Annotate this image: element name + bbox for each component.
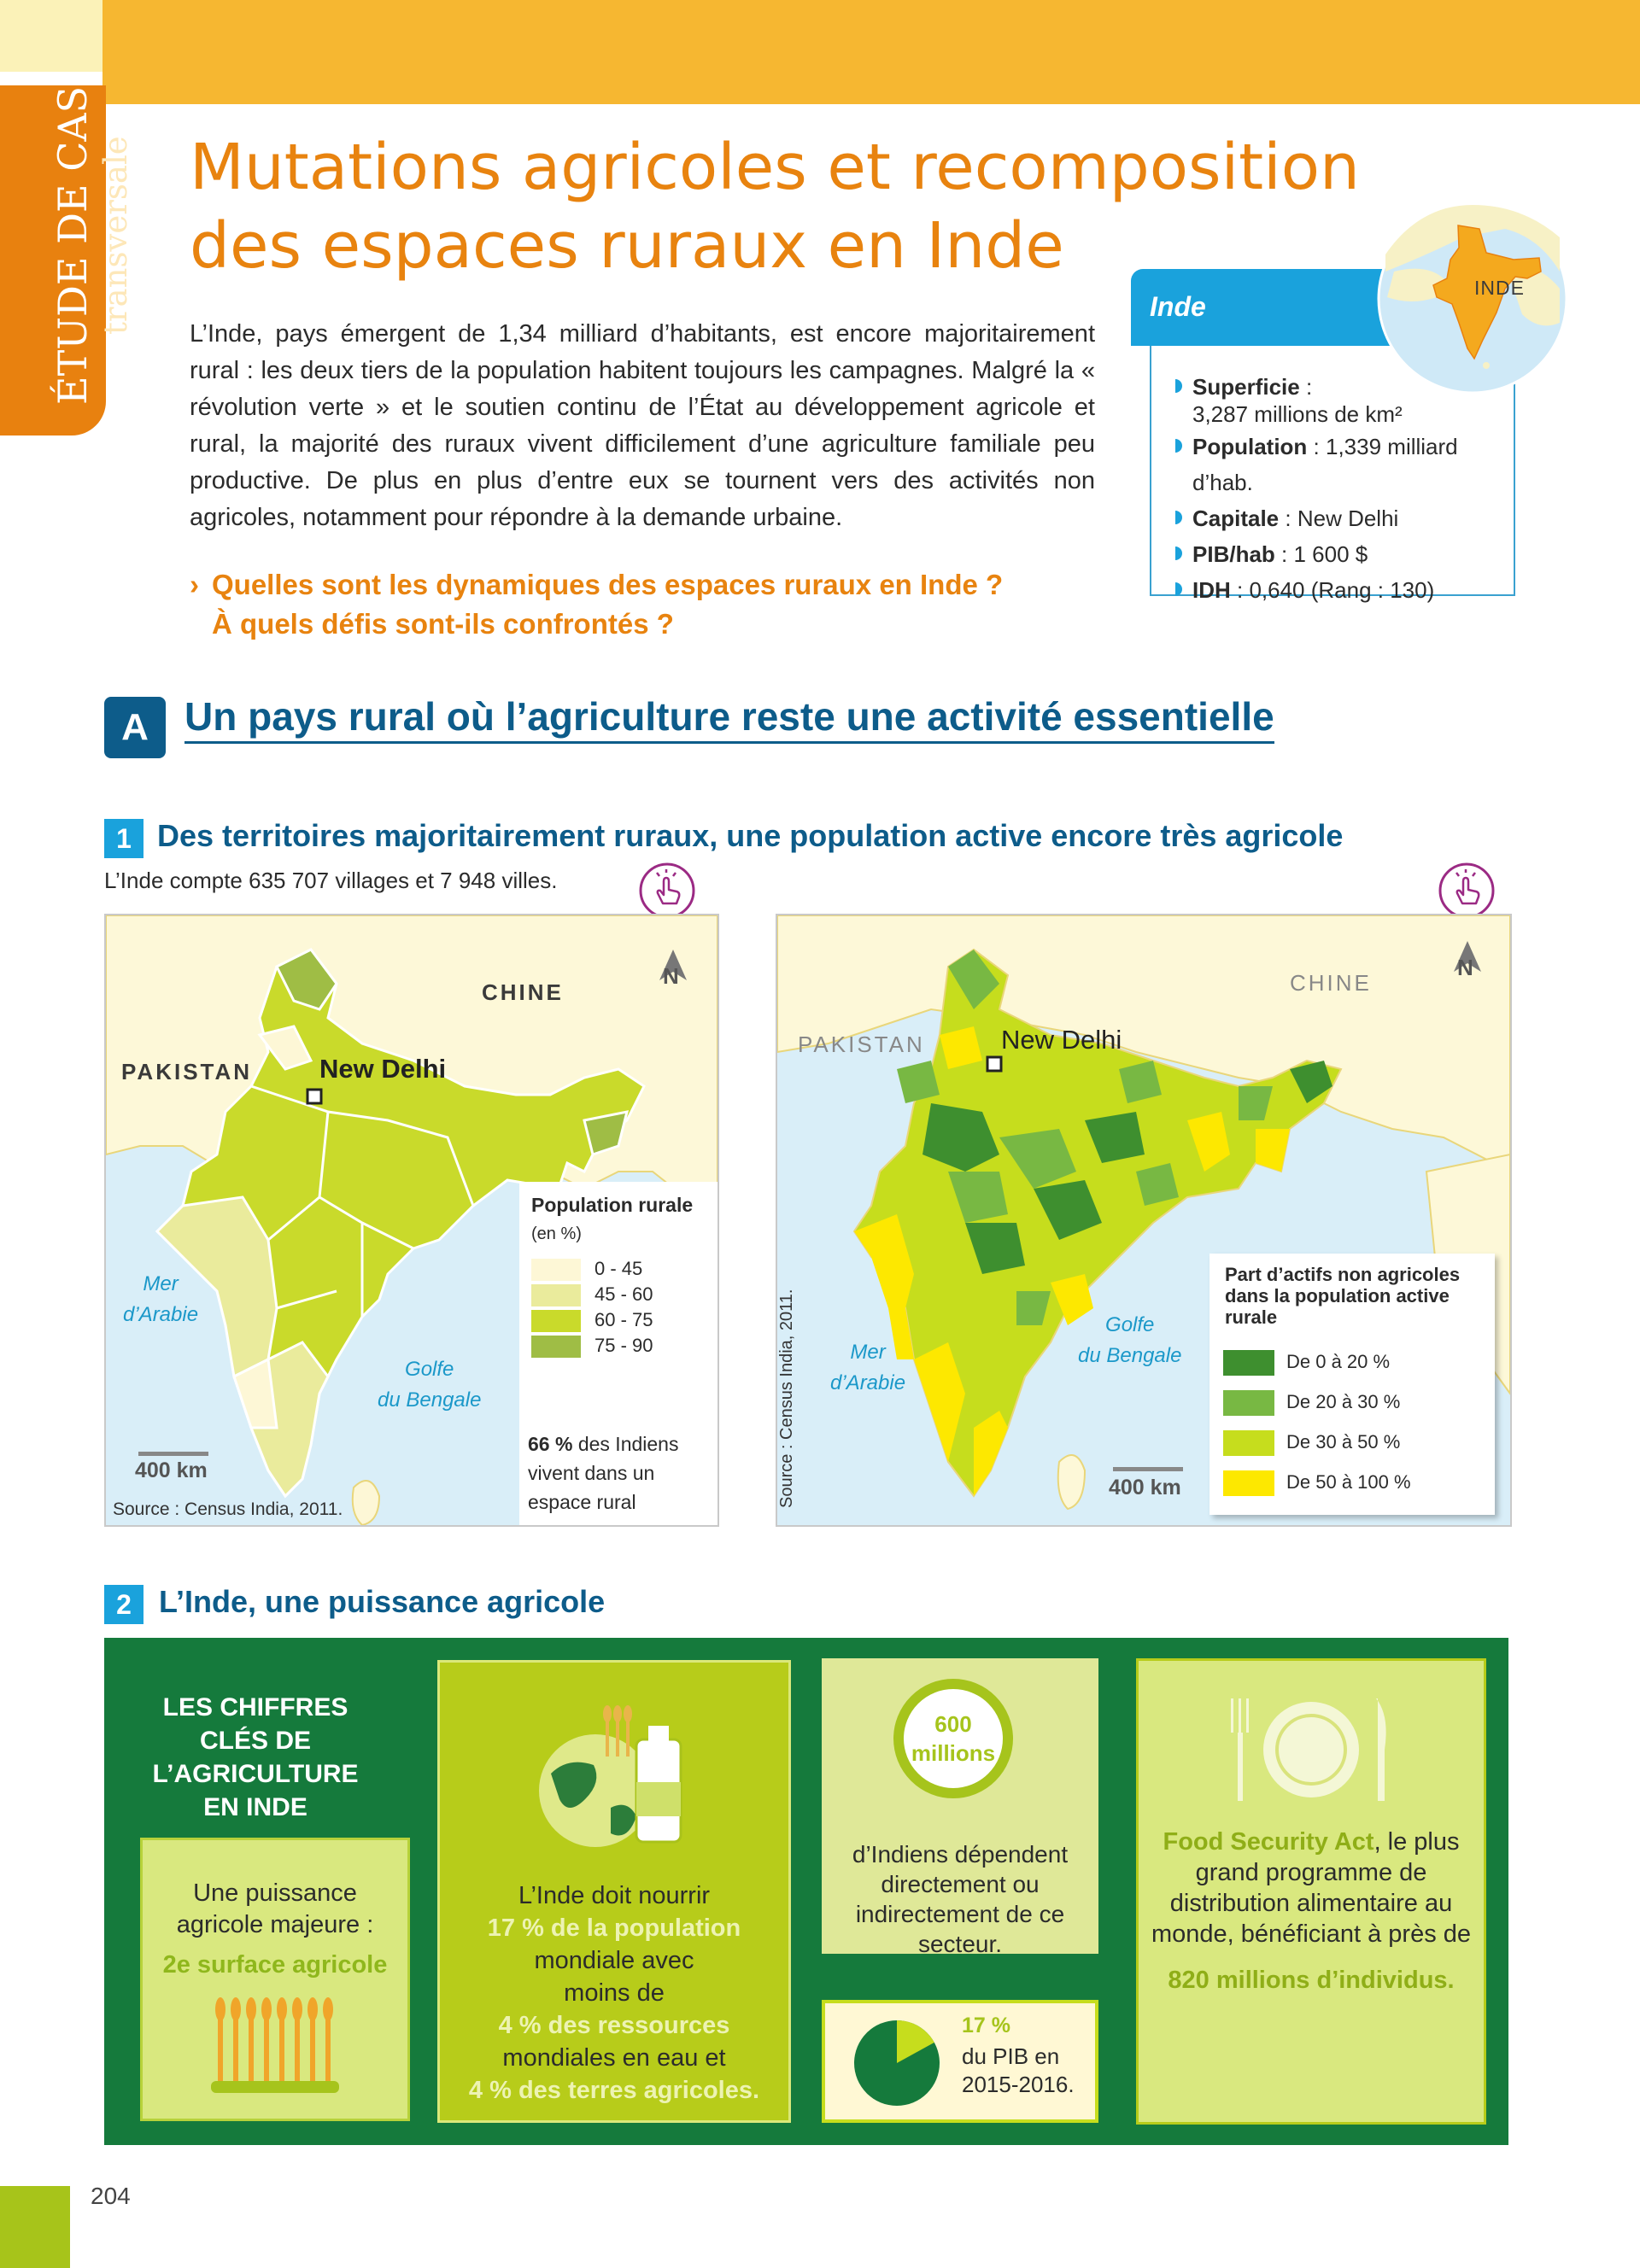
- legend-swatch: [531, 1284, 581, 1306]
- map2-source: Source : Census India, 2011.: [777, 1289, 796, 1508]
- key-figures-title: LES CHIFFRES CLÉS DE L’AGRICULTURE EN INDE: [152, 1693, 359, 1821]
- legend-swatch: [1223, 1470, 1274, 1496]
- map2-sea-label: Mer d’Arabie: [830, 1341, 906, 1394]
- map1-legend: [519, 1182, 718, 1525]
- question-2: À quels défis sont-ils confrontés ?: [212, 608, 674, 640]
- top-corner-band: [0, 0, 102, 72]
- fact-value: New Delhi: [1297, 506, 1399, 531]
- doc1-title: Des territoires majoritairement ruraux, une population active encore très agricole: [157, 818, 1344, 853]
- card-feeding-population: [437, 1660, 791, 2123]
- fact-label: Population: [1192, 434, 1308, 459]
- legend-swatch: [1223, 1390, 1274, 1416]
- fact-label: Capitale: [1192, 506, 1280, 531]
- globe-water-wheat-icon: [534, 1705, 696, 1850]
- card2-line1: L’Inde doit nourrir: [518, 1882, 711, 1909]
- key-figures-panel: [104, 1638, 1508, 2145]
- legend-swatch: [531, 1310, 581, 1332]
- legend-label: 75 - 90: [594, 1335, 653, 1356]
- map2-china-label: CHINE: [1290, 970, 1372, 996]
- question-1: Quelles sont les dynamiques des espaces ruraux en Inde ?: [212, 569, 1004, 600]
- legend-row: [1223, 1388, 1400, 1417]
- country-info-title: Inde: [1150, 291, 1206, 322]
- globe-locator: [1377, 203, 1568, 395]
- legend-label: 60 - 75: [594, 1309, 653, 1330]
- legend-label: De 0 à 20 %: [1286, 1351, 1391, 1372]
- interactive-hand-icon[interactable]: [1438, 862, 1495, 919]
- legend-swatch: [531, 1336, 581, 1358]
- card5-hl2: 820 millions d’individus.: [1168, 1967, 1455, 1994]
- legend-swatch: [1223, 1350, 1274, 1376]
- legend-label: De 50 à 100 %: [1286, 1471, 1411, 1493]
- fact-idh: IDH : 0,640 (Rang : 130): [1175, 572, 1517, 608]
- map2-scale-label: 400 km: [1109, 1476, 1181, 1499]
- country-facts-list: [1175, 369, 1517, 608]
- legend-stat: [528, 1429, 712, 1517]
- legend-row: [1223, 1468, 1411, 1497]
- legend-row: [531, 1308, 653, 1332]
- globe-label: INDE: [1474, 277, 1525, 299]
- legend-label: De 30 à 50 %: [1286, 1431, 1401, 1453]
- map2-pakistan-label: PAKISTAN: [798, 1032, 925, 1057]
- map1-city-label: New Delhi: [319, 1054, 447, 1084]
- north-icon: N: [663, 963, 679, 989]
- tab-text-anchor: [0, 0, 134, 405]
- card5-text: [1151, 1827, 1472, 1996]
- legend-label: 0 - 45: [594, 1258, 643, 1279]
- fact-pib: PIB/hab : 1 600 $: [1175, 536, 1517, 572]
- legend-title: Population rurale: [531, 1194, 694, 1216]
- legend-stat-text: des Indiens vivent dans un espace rural: [528, 1433, 679, 1513]
- doc2-title: L’Inde, une puissance agricole: [159, 1584, 606, 1619]
- top-color-band: [102, 0, 1640, 104]
- fact-label: PIB/hab: [1192, 541, 1275, 567]
- globe-icon: [1377, 203, 1568, 395]
- card-agricultural-power: [140, 1838, 410, 2121]
- card5-line2: , le plus grand programme de distribution alimentaire au monde, bénéficiant à près de: [1151, 1828, 1472, 1948]
- section-title: Un pays rural où l’agriculture reste une activité essentielle: [184, 693, 1274, 744]
- title-line-2: des espaces ruraux en Inde: [190, 209, 1064, 283]
- card-600-millions: [822, 1658, 1098, 1957]
- card-food-security: [1136, 1658, 1486, 2125]
- wheat-field-icon: [211, 1996, 339, 2098]
- fact-superficie-value: 3,287 millions de km²: [1192, 401, 1403, 427]
- interactive-hand-icon[interactable]: [639, 862, 695, 919]
- rural-population-map: [104, 914, 719, 1527]
- fact-superficie: Superficie :: [1175, 369, 1517, 405]
- legend-row: [531, 1257, 642, 1281]
- legend-row: [531, 1283, 653, 1306]
- card-gdp-share: [822, 2000, 1098, 2123]
- fact-label: Superficie: [1192, 374, 1300, 400]
- fact-population: Population : 1,339 milliard d’hab.: [1175, 429, 1517, 500]
- card2-hl3: 4 % des terres agricoles.: [468, 2077, 760, 2104]
- doc1-badge: 1: [104, 819, 144, 858]
- guiding-questions: [190, 565, 1044, 644]
- page-number: 204: [91, 2183, 131, 2209]
- doc2-badge: 2: [104, 1585, 144, 1624]
- map1-china-label: CHINE: [482, 979, 564, 1005]
- gdp-pie-chart: [854, 2020, 940, 2106]
- north-icon: N: [1457, 955, 1473, 980]
- non-agricultural-workers-map: [776, 914, 1512, 1527]
- card2-hl2: 4 % des ressources: [498, 2012, 730, 2039]
- card4-pct: 17 %: [962, 2014, 1010, 2037]
- legend-title: Part d’actifs non agricoles dans la population active rurale: [1225, 1264, 1461, 1328]
- fact-value: 1,339 milliard d’hab.: [1192, 434, 1458, 495]
- title-line-1: Mutations agricoles et recomposition: [190, 131, 1360, 204]
- fact-value: 0,640 (Rang : 130): [1249, 577, 1435, 603]
- map1-sea-label: Mer d’Arabie: [123, 1272, 199, 1326]
- map1-gulf-label: Golfe du Bengale: [378, 1358, 482, 1412]
- legend-unit: (en %): [531, 1225, 582, 1243]
- legend-row: [1223, 1347, 1390, 1377]
- doc1-subtitle: L’Inde compte 635 707 villages et 7 948 villes.: [104, 868, 558, 893]
- card1-text: Une puissance agricole majeure :: [176, 1879, 374, 1938]
- card1-highlight: 2e surface agricole: [162, 1951, 388, 1979]
- chevron-right-icon: ›: [190, 569, 199, 600]
- legend-row: [531, 1334, 653, 1358]
- fact-capitale: Capitale : New Delhi: [1175, 500, 1517, 536]
- card3-text: d’Indiens dépendent directement ou indirectement de ce secteur.: [852, 1841, 1069, 1957]
- card2-text: [448, 1879, 780, 2107]
- card2-hl1: 17 % de la population: [487, 1914, 741, 1942]
- map2-gulf-label: Golfe du Bengale: [1078, 1313, 1182, 1367]
- circle-figure-text: 600 millions: [911, 1711, 996, 1766]
- map2-legend: [1210, 1254, 1495, 1515]
- legend-stat-value: 66 %: [528, 1433, 573, 1455]
- country-info-header: [1131, 269, 1404, 346]
- tab-label: ÉTUDE DE CAS: [50, 85, 96, 405]
- card5-hl1: Food Security Act: [1163, 1828, 1374, 1856]
- legend-label: 45 - 60: [594, 1283, 653, 1305]
- circle-figure: [893, 1679, 1013, 1798]
- page-footer-band: [0, 2186, 70, 2268]
- fact-label: IDH: [1192, 577, 1231, 603]
- fact-value: 1 600 $: [1293, 541, 1368, 567]
- map1-pakistan-label: PAKISTAN: [121, 1059, 253, 1084]
- page-title: [190, 128, 1428, 285]
- card2-line2: mondiale avec moins de: [534, 1947, 694, 2007]
- legend-swatch: [1223, 1430, 1274, 1456]
- legend-label: De 20 à 30 %: [1286, 1391, 1401, 1412]
- plate-cutlery-icon: [1226, 1698, 1397, 1801]
- map1-source: Source : Census India, 2011.: [113, 1499, 343, 1519]
- intro-paragraph: L’Inde, pays émergent de 1,34 milliard d’habitants, est encore majoritairement rural : les deux tiers de la population habitent toujours les campagnes. Malgré la « révolution verte » et le soutien continu de l’État au développement agricole et rural, la majorité des ruraux vivent difficilement d’une agriculture familiale peu productive. De plus en plus d’entre eux se tournent vers des activités non agricoles, notamment pour répondre à la demande urbaine.: [190, 320, 1095, 531]
- map1-scale-label: 400 km: [135, 1458, 208, 1482]
- card4-text: du PIB en 2015-2016.: [962, 2043, 1075, 2097]
- legend-row: [1223, 1428, 1400, 1457]
- tab-sublabel: transversale: [97, 136, 134, 335]
- map2-city-label: New Delhi: [1001, 1025, 1122, 1055]
- section-badge: A: [104, 697, 166, 758]
- legend-swatch: [531, 1259, 581, 1281]
- card2-line3: mondiales en eau et: [502, 2044, 726, 2072]
